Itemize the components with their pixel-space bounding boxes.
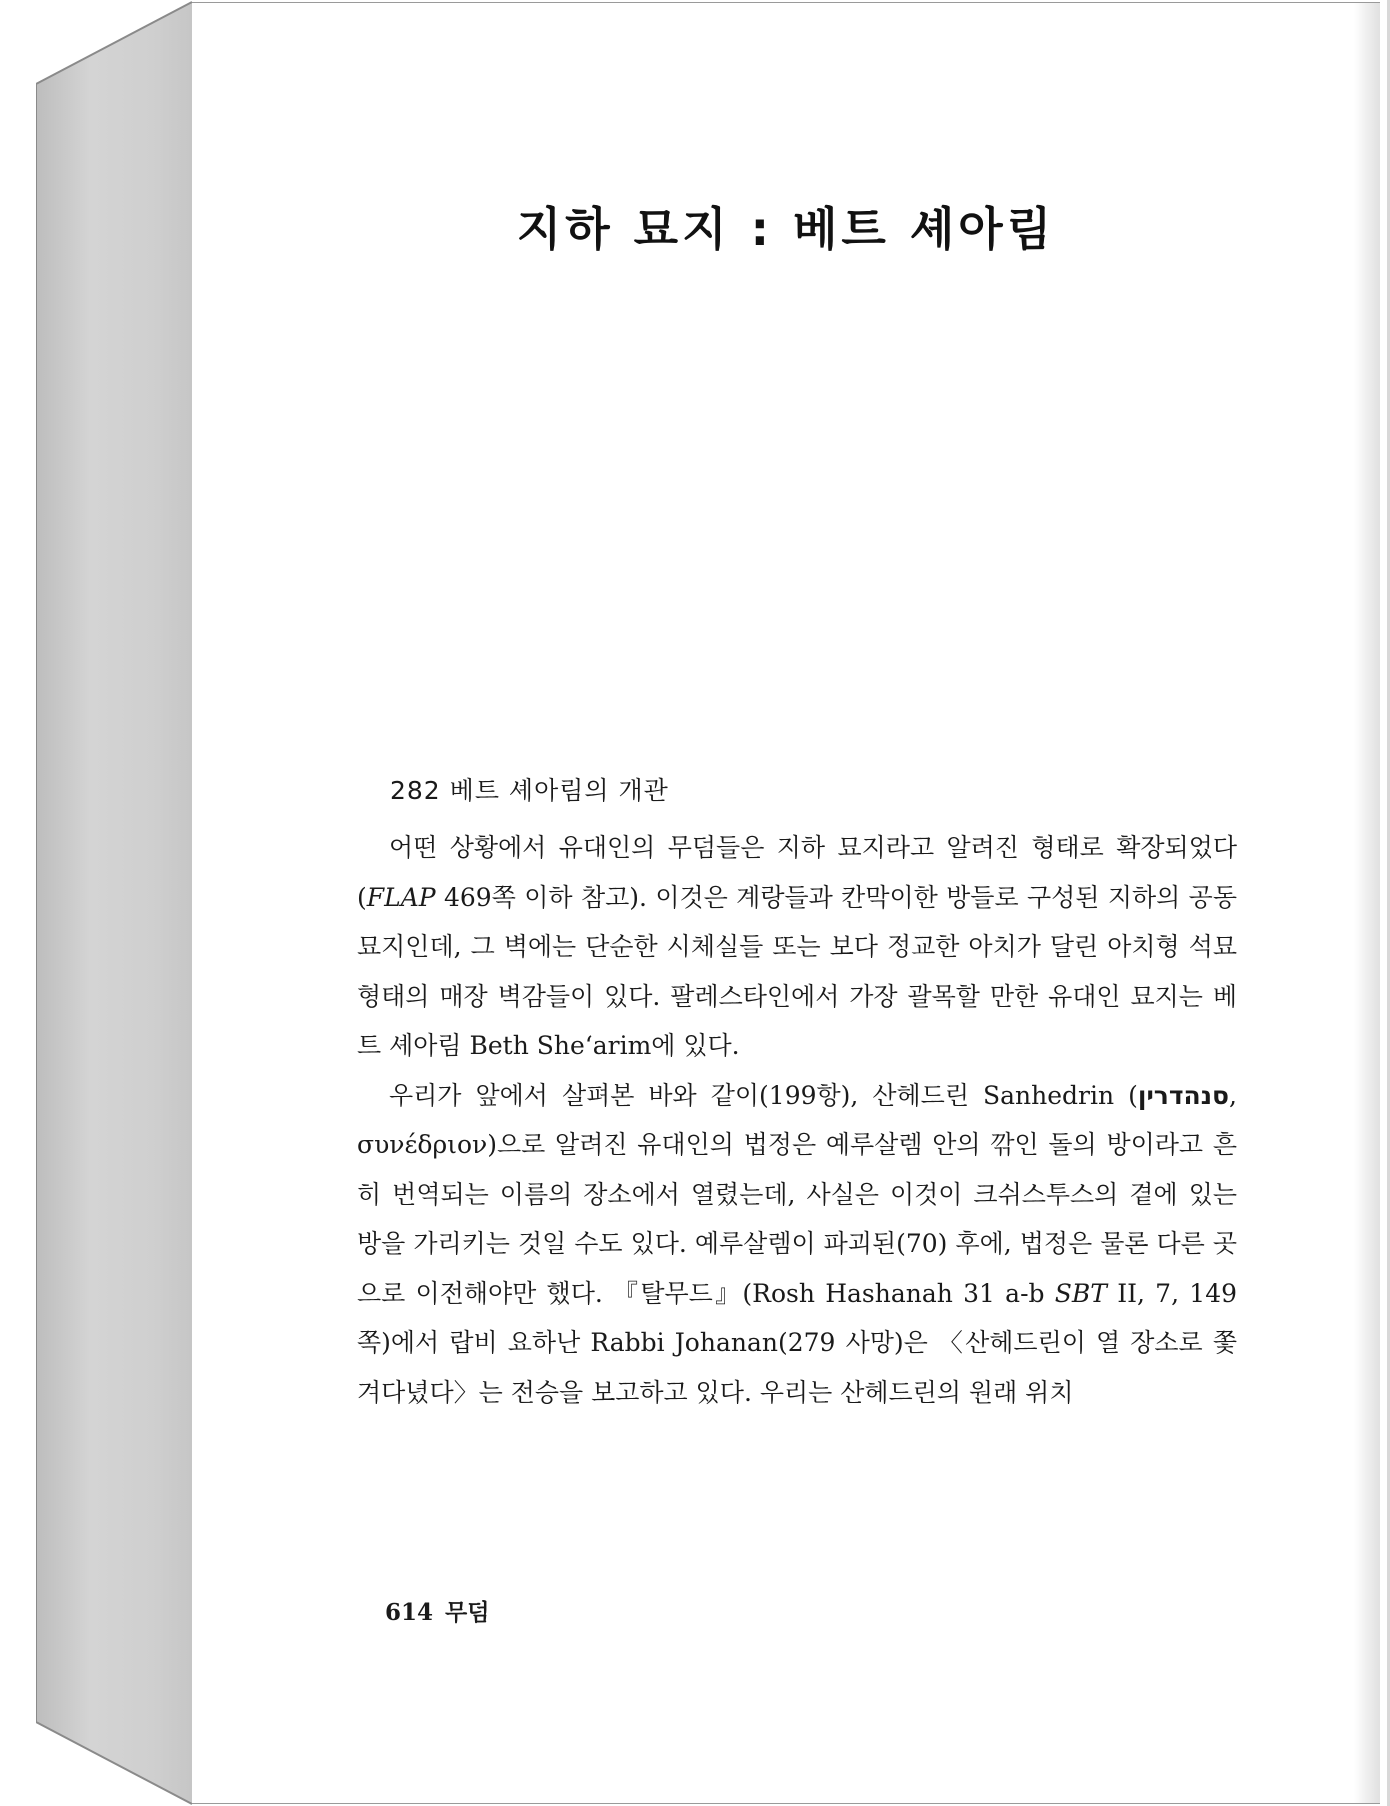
paragraph-1-text-a: 어떤 상황에서 유대인의 무덤들은 지하 묘지라고 알려진 형태로 확장되었다(: [357, 833, 1237, 912]
page-number: 614: [385, 1599, 434, 1626]
page-shadow: [1354, 3, 1380, 1803]
section-number: 282: [390, 776, 441, 805]
paragraph-2-text-b: , συνέδριον)으로 알려진 유대인의 법정은 예루살렘 안의 깎인 돌의 방이라고 흔히 번역되는 이름의 장소에서 열렸는데, 사실은 이것이 크쉬스투스의 곁에 있는 방을 가리키는 것일 수도 있다. 예루살렘이 파괴된(70) 후에, 법정은 물론 다른 곳으로 이전해야만 했다. 『탈무드』(Rosh Hashanah 31 a-b: [357, 1080, 1237, 1308]
section-title: 베트 셰아림의 개관: [449, 776, 669, 805]
paragraph-1: [357, 823, 1237, 1071]
paragraph-2-text-a: 우리가 앞에서 살펴본 바와 같이(199항), 산헤드린 Sanhedrin (: [389, 1080, 1138, 1110]
book-page: [192, 2, 1380, 1804]
paragraph-2-italic: SBT: [1054, 1278, 1107, 1308]
section-heading: [390, 771, 669, 807]
page-footer: [385, 1594, 489, 1627]
paragraph-2-text-c: II, 7, 149쪽)에서 랍비 요하난 Rabbi Johanan(279 사망)은 〈산헤드린이 열 장소로 쫓겨다녔다〉는 전승을 보고하고 있다. 우리는 산헤드린의 원래 위치: [357, 1278, 1238, 1407]
paragraph-2: [357, 1071, 1237, 1418]
paragraph-2-hebrew: סנהדרין: [1137, 1080, 1230, 1110]
running-title: 무덤: [445, 1599, 490, 1626]
paragraph-1-text-b: 469쪽 이하 참고). 이것은 계랑들과 칸막이한 방들로 구성된 지하의 공동 묘지인데, 그 벽에는 단순한 시체실들 또는 보다 정교한 아치가 달린 아치형 석묘 형태의 매장 벽감들이 있다. 팔레스타인에서 가장 괄목할 만한 유대인 묘지는 베트 셰아림 Beth She‘arim에 있다.: [357, 882, 1237, 1060]
paragraph-1-italic: FLAP: [366, 882, 436, 912]
chapter-title: 지하 묘지 : 베트 셰아림: [516, 202, 1056, 256]
body-text: [357, 823, 1237, 1417]
book-spine: [36, 0, 192, 1806]
